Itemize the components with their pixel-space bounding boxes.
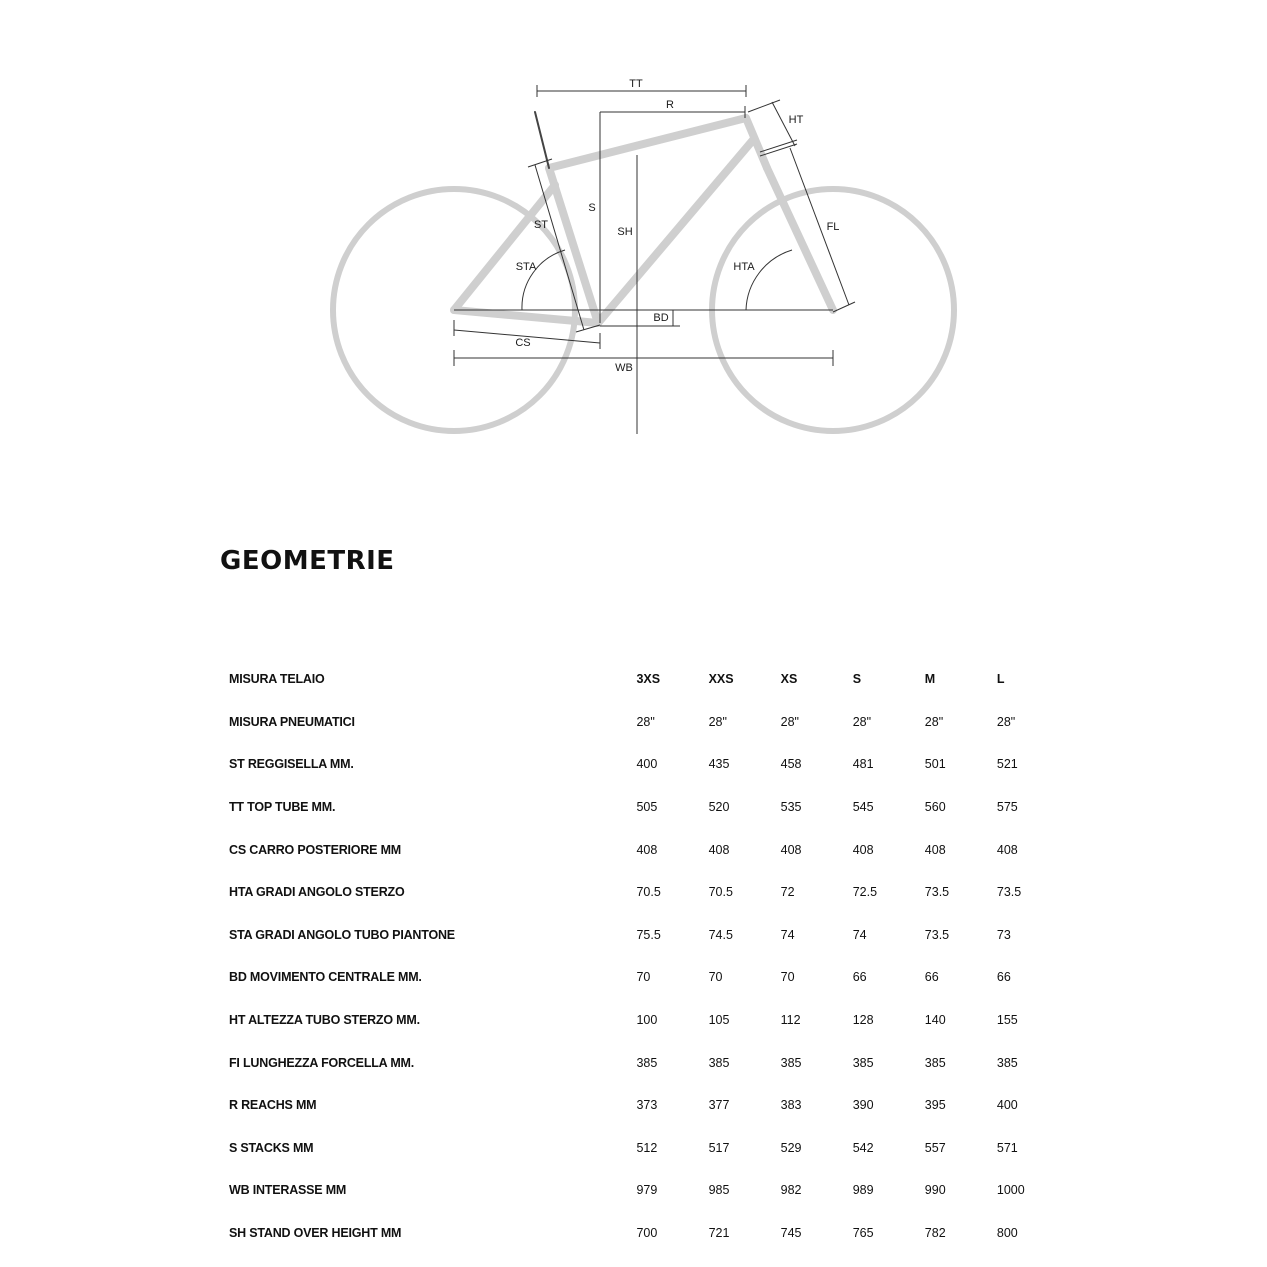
row-value: 385 [780,1055,802,1070]
row-label: ST REGGISELLA MM. [229,757,354,772]
row-value: 535 [780,800,802,815]
row-value: 745 [780,1226,802,1241]
row-value: 481 [852,757,874,772]
row-value: 28" [780,714,799,729]
row-label: TT TOP TUBE MM. [229,800,336,815]
row-value: 74 [852,927,867,942]
table-row [222,914,1062,957]
row-value: 373 [636,1098,658,1113]
row-label: BD MOVIMENTO CENTRALE MM. [229,970,422,985]
row-value: 73.5 [924,885,950,900]
row-value: 408 [708,842,730,857]
row-value: 73.5 [996,885,1022,900]
row-value: 66 [924,970,939,985]
row-label: S STACKS MM [229,1140,314,1155]
label-sta: STA [515,260,537,273]
row-value: 112 [780,1013,801,1028]
row-value: 66 [996,970,1011,985]
row-value: 400 [996,1098,1018,1113]
row-value: 575 [996,800,1018,815]
row-value: 700 [636,1226,658,1241]
bike-geometry-diagram [0,0,1267,520]
geometry-table [222,658,1062,1254]
table-header-row [222,658,1062,701]
size-3xs: 3XS [636,672,661,687]
row-value: 721 [708,1226,730,1241]
label-hta: HTA [733,260,755,273]
row-value: 408 [852,842,874,857]
label-s: S [588,201,596,214]
label-ht: HT [788,113,804,126]
row-value: 70.5 [636,885,661,900]
row-value: 74.5 [708,927,733,942]
row-value: 140 [924,1013,946,1028]
row-value: 458 [780,757,802,772]
row-value: 560 [924,800,946,815]
row-value: 408 [924,842,946,857]
row-value: 383 [780,1098,802,1113]
bike-frame [454,112,833,323]
row-value: 542 [852,1140,874,1155]
size-s: S [852,672,862,687]
row-value: 545 [852,800,874,815]
row-value: 557 [924,1140,946,1155]
row-value: 385 [708,1055,730,1070]
header-label: MISURA TELAIO [229,672,325,687]
row-value: 128 [852,1013,874,1028]
row-value: 512 [636,1140,658,1155]
table-row [222,871,1062,914]
table-row [222,786,1062,829]
row-value: 408 [996,842,1018,857]
table-row [222,1169,1062,1212]
row-value: 517 [708,1140,730,1155]
row-value: 70.5 [708,885,733,900]
row-value: 28" [924,714,944,729]
row-value: 501 [924,757,946,772]
row-label: FI LUNGHEZZA FORCELLA MM. [229,1055,415,1070]
row-label: HT ALTEZZA TUBO STERZO MM. [229,1013,420,1028]
row-value: 989 [852,1183,874,1198]
row-value: 155 [996,1013,1018,1028]
row-label: STA GRADI ANGOLO TUBO PIANTONE [229,927,455,942]
table-row [222,999,1062,1042]
row-value: 105 [708,1013,730,1028]
row-value: 75.5 [636,927,661,942]
row-value: 100 [636,1013,658,1028]
row-label: R REACHS MM [229,1098,317,1113]
row-label: SH STAND OVER HEIGHT MM [229,1226,402,1241]
row-value: 408 [636,842,658,857]
row-value: 70 [636,970,651,985]
row-value: 70 [708,970,723,985]
table-row [222,956,1062,999]
row-value: 408 [780,842,802,857]
row-value: 28" [852,714,872,729]
table-row [222,1041,1062,1084]
row-value: 377 [708,1098,730,1113]
row-value: 70 [780,970,795,985]
table-row [222,701,1062,744]
row-value: 529 [780,1140,802,1155]
size-xs: XS [780,672,798,687]
row-value: 1000 [996,1183,1025,1198]
row-value: 520 [708,800,730,815]
size-m: M [924,672,936,687]
row-value: 400 [636,757,658,772]
size-l: L [996,672,1005,687]
row-value: 800 [996,1226,1018,1241]
label-fl: FL [826,220,840,233]
row-value: 982 [780,1183,802,1198]
row-value: 66 [852,970,867,985]
table-row [222,828,1062,871]
row-value: 782 [924,1226,946,1241]
row-value: 505 [636,800,658,815]
label-tt: TT [629,77,643,90]
table-row [222,1084,1062,1127]
label-st: ST [533,218,549,231]
row-value: 765 [852,1226,874,1241]
row-label: CS CARRO POSTERIORE MM [229,842,401,857]
row-value: 990 [924,1183,946,1198]
row-value: 385 [636,1055,658,1070]
row-value: 28" [636,714,655,729]
row-value: 979 [636,1183,658,1198]
table-row [222,1212,1062,1255]
seat-post [535,112,549,168]
label-r: R [666,98,674,111]
row-label: MISURA PNEUMATICI [229,714,355,729]
row-value: 571 [996,1140,1018,1155]
row-value: 28" [996,714,1016,729]
row-value: 73.5 [924,927,950,942]
label-cs: CS [515,336,531,349]
row-value: 521 [996,757,1018,772]
row-label: HTA GRADI ANGOLO STERZO [229,885,405,900]
label-wb: WB [615,361,633,374]
row-value: 73 [996,927,1011,942]
row-value: 385 [924,1055,946,1070]
row-value: 72.5 [852,885,878,900]
top-tube [549,118,746,168]
row-value: 72 [780,885,795,900]
table-row [222,743,1062,786]
row-value: 385 [852,1055,874,1070]
row-label: WB INTERASSE MM [229,1183,347,1198]
size-xxs: XXS [708,672,734,687]
label-sh: SH [617,225,633,238]
row-value: 74 [780,927,795,942]
label-bd: BD [653,311,669,324]
row-value: 985 [708,1183,730,1198]
seat-stay [454,185,555,310]
row-value: 28" [708,714,727,729]
page-title: GEOMETRIE [220,546,395,576]
row-value: 435 [708,757,730,772]
table-row [222,1127,1062,1170]
row-value: 395 [924,1098,946,1113]
row-value: 390 [852,1098,874,1113]
row-value: 385 [996,1055,1018,1070]
